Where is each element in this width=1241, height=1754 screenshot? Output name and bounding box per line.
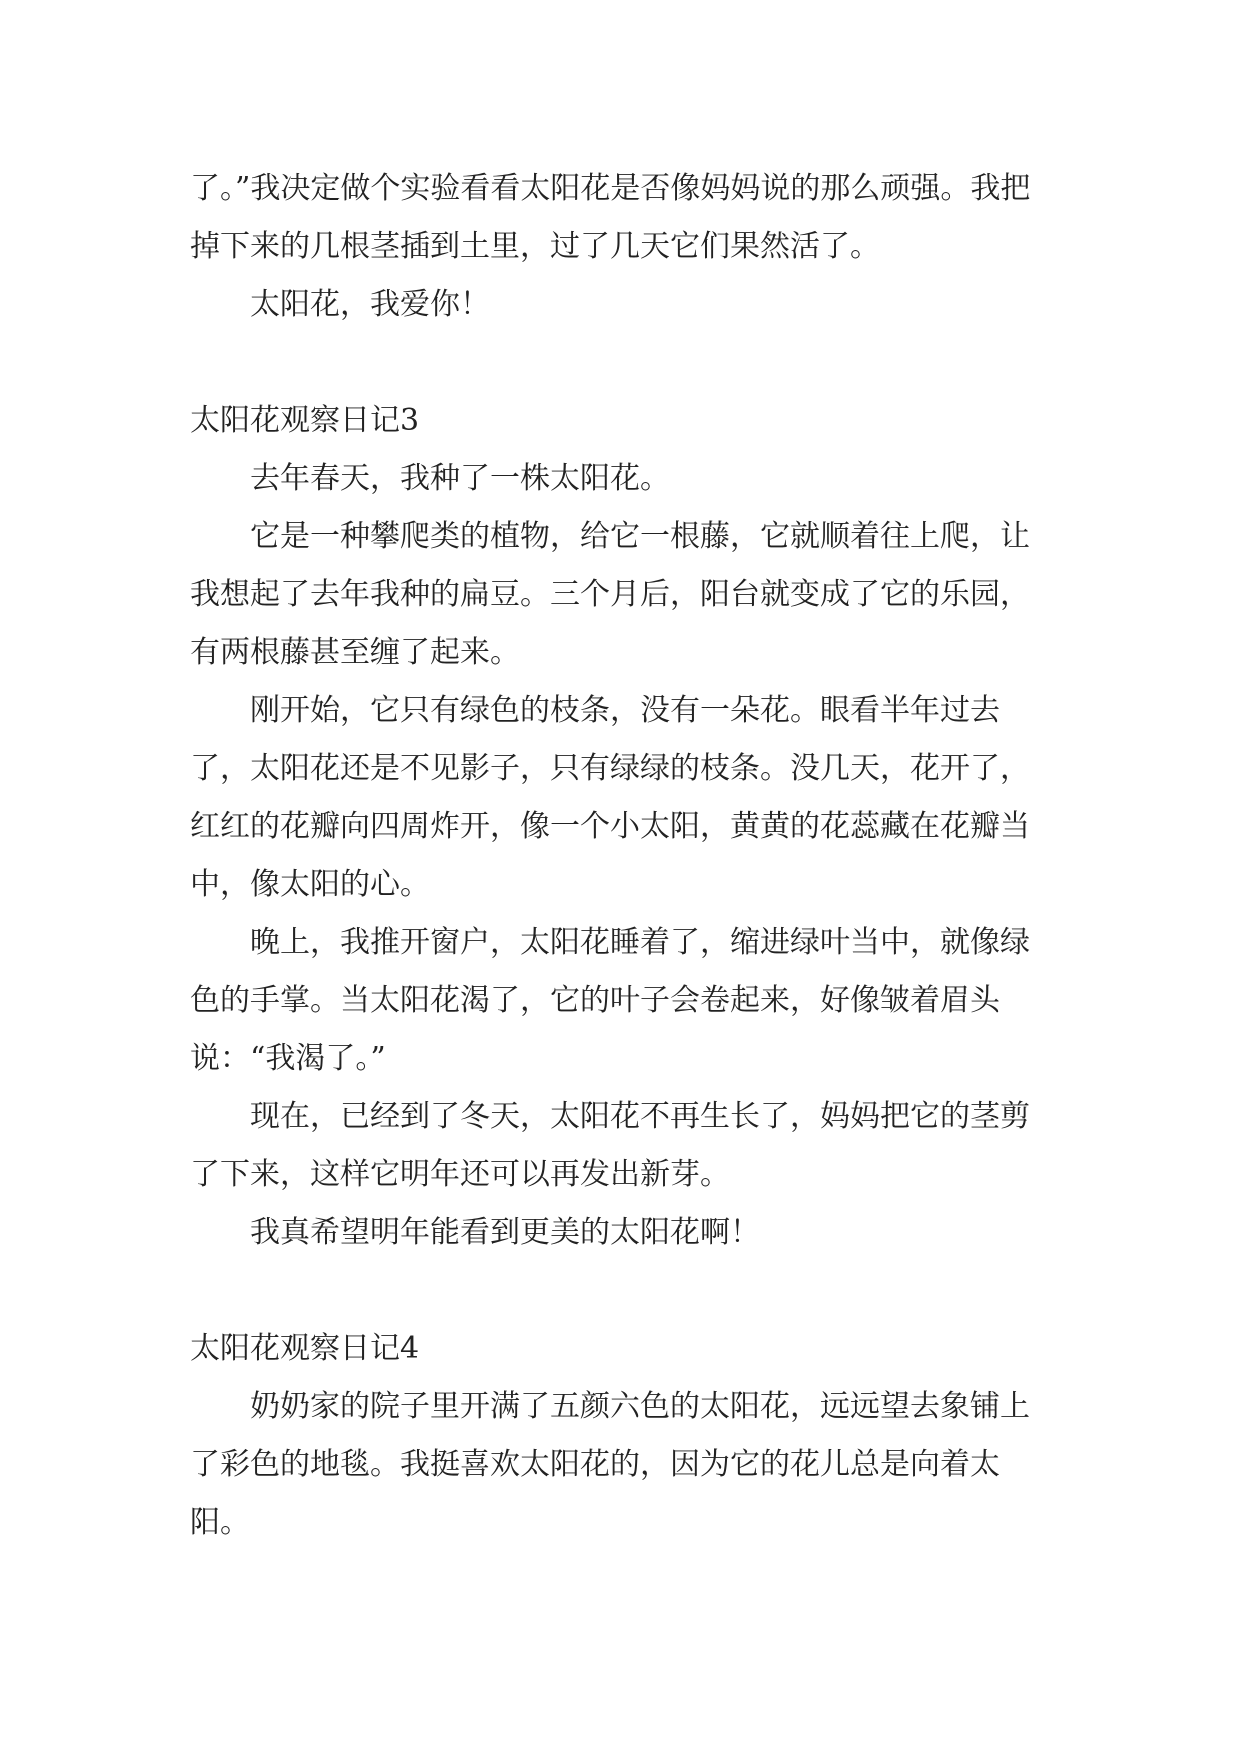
paragraph: 它是一种攀爬类的植物，给它一根藤，它就顺着往上爬，让我想起了去年我种的扁豆。三个月后，阳台就变成了它的乐园，有两根藤甚至缠了起来。 [190, 519, 1030, 670]
paragraph: 刚开始，它只有绿色的枝条，没有一朵花。眼看半年过去了，太阳花还是不见影子，只有绿绿的枝条。没几天，花开了，红红的花瓣向四周炸开，像一个小太阳，黄黄的花蕊藏在花瓣当中，像太阳的心。 [190, 693, 1030, 902]
paragraph: 我真希望明年能看到更美的太阳花啊！ [250, 1215, 760, 1250]
paragraph: 晚上，我推开窗户，太阳花睡着了，缩进绿叶当中，就像绿色的手掌。当太阳花渴了，它的叶子会卷起来，好像皱着眉头说：“我渴了。” [190, 925, 1030, 1076]
paragraph: 太阳花，我爱你！ [250, 287, 490, 322]
section-gap [190, 334, 1058, 392]
section-title: 太阳花观察日记3 [190, 403, 420, 438]
paragraph-continuation: 了。”我决定做个实验看看太阳花是否像妈妈说的那么顽强。我把掉下来的几根茎插到土里，过了几天它们果然活了。 [190, 171, 1031, 264]
section-title: 太阳花观察日记4 [190, 1331, 420, 1366]
paragraph: 奶奶家的院子里开满了五颜六色的太阳花，远远望去象铺上了彩色的地毯。我挺喜欢太阳花的，因为它的花儿总是向着太阳。 [190, 1389, 1030, 1540]
document-body [190, 160, 1058, 1552]
paragraph: 去年春天，我种了一株太阳花。 [250, 461, 670, 496]
section-gap [190, 1262, 1058, 1320]
paragraph: 现在，已经到了冬天，太阳花不再生长了，妈妈把它的茎剪了下来，这样它明年还可以再发出新芽。 [190, 1099, 1030, 1192]
